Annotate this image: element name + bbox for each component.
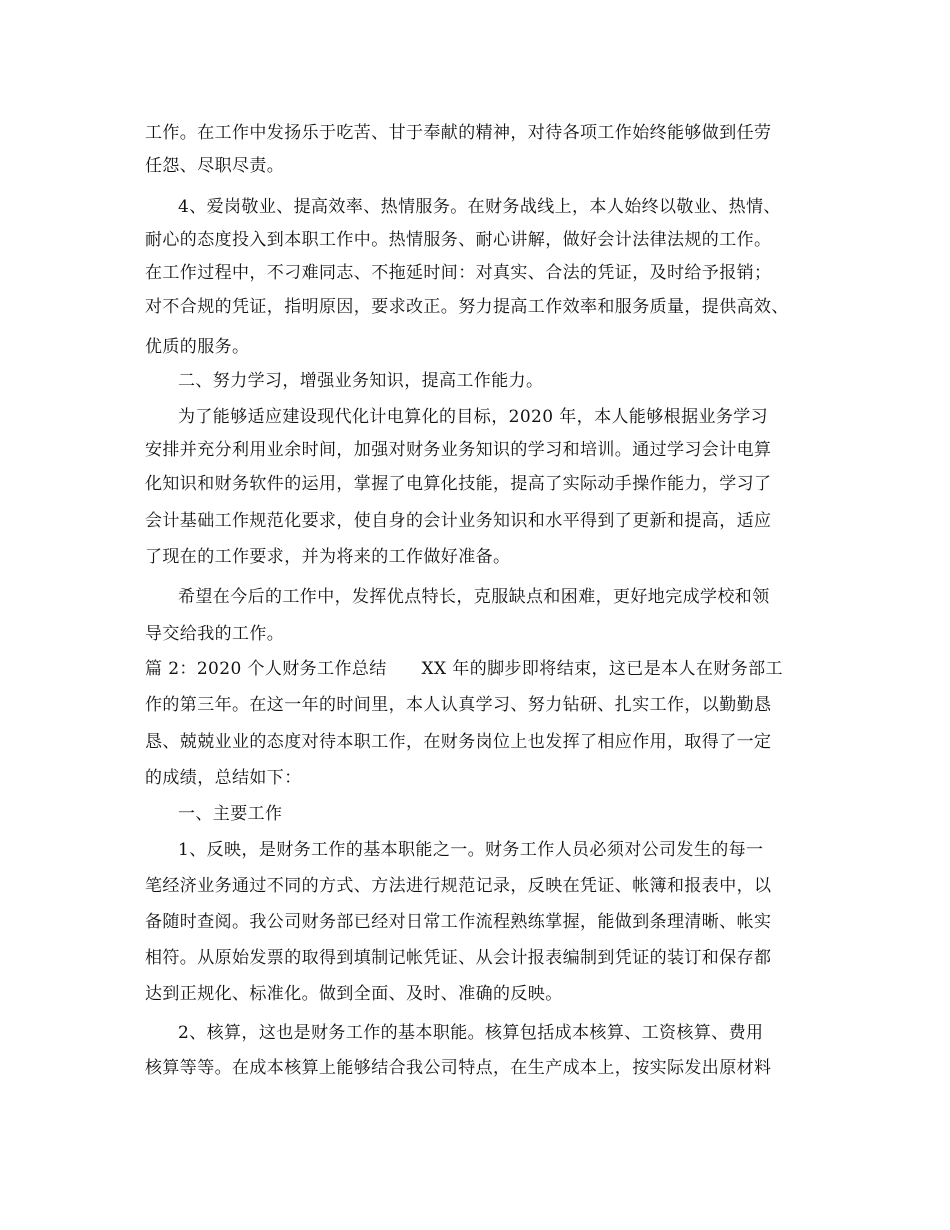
text-line: 一、主要工作 (178, 804, 283, 824)
text-line: 工作。在工作中发扬乐于吃苦、甘于奉献的精神，对待各项工作始终能够做到任劳 (145, 123, 772, 143)
text-line: 会计基础工作规范化要求，使自身的会计业务知识和水平得到了更新和提高，适应 (145, 511, 772, 531)
text-line: 的成绩，总结如下： (145, 768, 302, 788)
text-line: 作的第三年。在这一年的时间里，本人认真学习、努力钻研、扎实工作，以勤勤恳 (145, 695, 772, 715)
text-line: 对不合规的凭证，指明原因，要求改正。努力提高工作效率和服务质量，提供高效、 (145, 297, 789, 317)
text-line: 导交给我的工作。 (145, 624, 285, 644)
text-line: 了现在的工作要求，并为将来的工作做好准备。 (145, 547, 511, 567)
text-line: 相符。从原始发票的取得到填制记帐凭证、从会计报表编制到凭证的装订和保存都 (145, 948, 772, 968)
text-line: 二、努力学习，增强业务知识，提高工作能力。 (178, 371, 544, 391)
text-line: 任怨、尽职尽责。 (145, 156, 285, 176)
text-line: 希望在今后的工作中，发挥优点特长，克服缺点和困难，更好地完成学校和领 (178, 587, 770, 607)
text-line: 笔经济业务通过不同的方式、方法进行规范记录，反映在凭证、帐簿和报表中，以 (145, 876, 772, 896)
text-line: 备随时查阅。我公司财务部已经对日常工作流程熟练掌握，能做到条理清晰、帐实 (145, 912, 772, 932)
text-line: 在工作过程中，不刁难同志、不拖延时间：对真实、合法的凭证，及时给予报销； (145, 263, 772, 283)
text-line: 耐心的态度投入到本职工作中。热情服务、耐心讲解，做好会计法律法规的工作。 (145, 230, 772, 250)
text-line: 安排并充分利用业余时间，加强对财务业务知识的学习和培训。通过学习会计电算 (145, 440, 772, 460)
text-line: 2、核算，这也是财务工作的基本职能。核算包括成本核算、工资核算、费用 (178, 1023, 764, 1043)
text-line: 优质的服务。 (145, 337, 250, 357)
text-line: 恳、兢兢业业的态度对待本职工作，在财务岗位上也发挥了相应作用，取得了一定 (145, 732, 772, 752)
text-line: 化知识和财务软件的运用，掌握了电算化技能，提高了实际动手操作能力，学习了 (145, 474, 772, 494)
section-heading-line: 篇 2：2020 个人财务工作总结 XX 年的脚步即将结束，这已是本人在财务部工 (145, 659, 783, 679)
text-line: 1、反映，是财务工作的基本职能之一。财务工作人员必须对公司发生的每一 (178, 840, 764, 860)
text-line: 4、爱岗敬业、提高效率、热情服务。在财务战线上，本人始终以敬业、热情、 (178, 197, 781, 217)
text-line: 达到正规化、标准化。做到全面、及时、准确的反映。 (145, 984, 563, 1004)
text-line: 为了能够适应建设现代化计电算化的目标，2020 年，本人能够根据业务学习 (178, 407, 769, 427)
text-line: 核算等等。在成本核算上能够结合我公司特点，在生产成本上，按实际发出原材料 (145, 1058, 772, 1078)
